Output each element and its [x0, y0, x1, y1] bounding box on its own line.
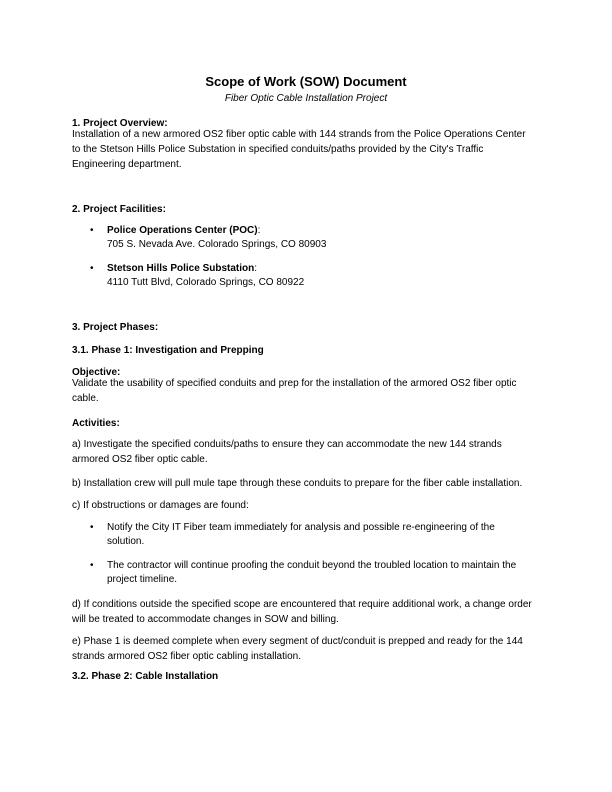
body-line: d) If conditions outside the specified scope are encountered that require additional work, a change order	[72, 599, 532, 610]
facility-address: 705 S. Nevada Ave. Colorado Springs, CO 80903	[107, 239, 327, 250]
body-line: solution.	[107, 536, 145, 547]
body-line: Notify the City IT Fiber team immediately for analysis and possible re-engineering of the	[107, 522, 495, 533]
objective-body	[72, 376, 517, 406]
phase-1-heading: 3.1. Phase 1: Investigation and Prepping	[72, 345, 264, 356]
document-subtitle: Fiber Optic Cable Installation Project	[224, 93, 388, 104]
body-line: a) Investigate the specified conduits/paths to ensure they can accommodate the new 144 strands	[72, 439, 502, 450]
section-1-body	[72, 127, 526, 172]
activity-e	[72, 634, 523, 664]
activity-c: c) If obstructions or damages are found:	[72, 500, 249, 511]
facility-name: Police Operations Center (POC)	[107, 225, 258, 236]
activity-b: b) Installation crew will pull mule tape through these conduits to prepare for the fiber cable installation.	[72, 478, 523, 489]
facility-address: 4110 Tutt Blvd, Colorado Springs, CO 80922	[107, 277, 305, 288]
facility-name: Stetson Hills Police Substation	[107, 263, 255, 274]
bullet-icon: •	[90, 263, 94, 274]
document-title: Scope of Work (SOW) Document	[205, 74, 407, 89]
section-1-heading: 1. Project Overview:	[72, 118, 168, 129]
phase-2-heading: 3.2. Phase 2: Cable Installation	[72, 671, 219, 682]
body-line: armored OS2 fiber optic cable.	[72, 454, 208, 465]
body-line: will be treated to accommodate changes in SOW and billing.	[72, 614, 339, 625]
section-2-heading: 2. Project Facilities:	[72, 204, 166, 215]
facility-name-suffix: :	[254, 263, 258, 274]
body-line: cable.	[72, 393, 99, 404]
body-line: to the Stetson Hills Police Substation in specified conduits/paths provided by the City's Traffic	[72, 144, 484, 155]
list-item	[90, 521, 540, 551]
section-3-heading: 3. Project Phases:	[72, 322, 159, 333]
facility-name-suffix: :	[257, 225, 261, 236]
objective-label: Objective:	[72, 367, 121, 378]
facility-item-stetson	[90, 262, 540, 292]
body-line: strands armored OS2 fiber optic cabling installation.	[72, 651, 302, 662]
bullet-icon: •	[90, 522, 94, 533]
body-line: project timeline.	[107, 574, 178, 585]
activities-label: Activities:	[72, 418, 120, 429]
facility-item-poc	[90, 224, 540, 254]
body-line: Validate the usability of specified conduits and prep for the installation of the armored OS2 fiber optic	[72, 378, 517, 389]
body-line: Engineering department.	[72, 159, 182, 170]
body-line: The contractor will continue proofing the conduit beyond the troubled location to maintain the	[107, 560, 517, 571]
list-item	[90, 559, 540, 589]
body-line: Installation of a new armored OS2 fiber optic cable with 144 strands from the Police Operations Center	[72, 129, 526, 140]
body-line: e) Phase 1 is deemed complete when every segment of duct/conduit is prepped and ready for the 144	[72, 636, 523, 647]
bullet-icon: •	[90, 225, 94, 236]
activity-d	[72, 597, 532, 627]
activity-a	[72, 437, 502, 467]
bullet-icon: •	[90, 560, 94, 571]
